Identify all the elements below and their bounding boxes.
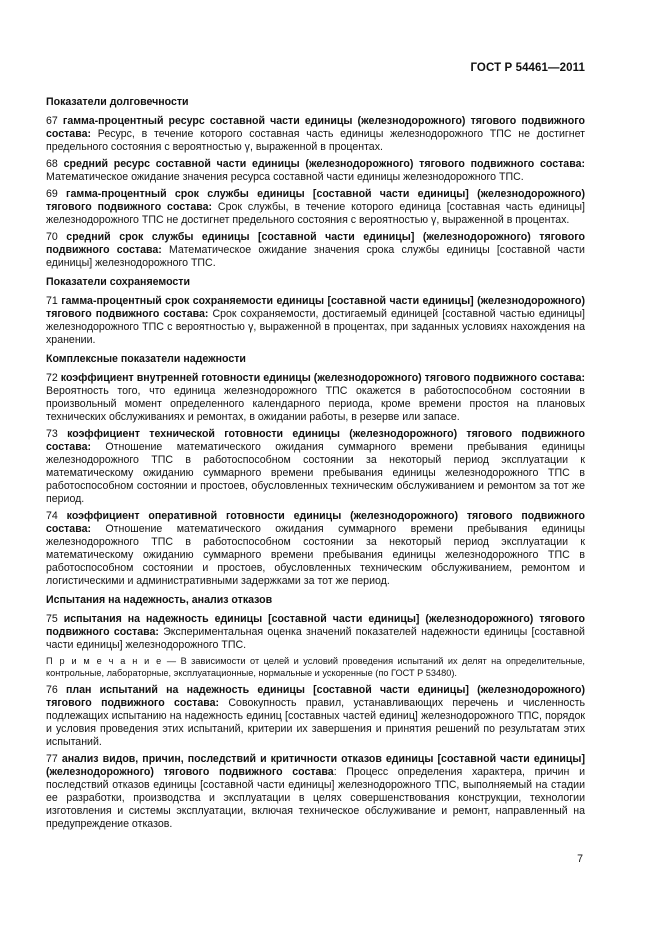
term-entry-71 — [46, 295, 585, 347]
entry-number: 71 — [46, 295, 58, 307]
term-name: коэффициент внутренней готовности единицы (железнодорожного) тягового подвижного состава: — [60, 372, 585, 384]
term-name: средний ресурс составной части единицы (железнодорожного) тягового подвижного состава: — [63, 158, 585, 170]
entry-number: 67 — [46, 115, 58, 127]
term-name: гамма-процентный срок службы единицы [составной части единицы] (железнодорожного) тягового подвижного состава: — [46, 188, 585, 213]
note-label: П р и м е ч а н и е — [46, 656, 163, 666]
term-name: коэффициент технической готовности единицы (железнодорожного) тягового подвижного состава: — [46, 428, 585, 453]
term-name: коэффициент оперативной готовности единицы (железнодорожного) тягового подвижного состава: — [46, 510, 586, 535]
term-entry-67 — [46, 115, 585, 154]
term-name: анализ видов, причин, последствий и критичности отказов единицы [составной части единицы] (железнодорожного) тягового подвижного состава — [46, 753, 585, 778]
entry-number: 77 — [46, 753, 58, 765]
term-name: план испытаний на надежность единицы [составной части единицы] (железнодорожного) тягового подвижного состава: — [46, 684, 585, 709]
section-title-testing: Испытания на надежность, анализ отказов — [46, 594, 273, 606]
term-entry-76 — [46, 684, 585, 749]
term-definition: Срок сохраняемости, достигаемый единицей [составной частью единицы] железнодорожного ТПС с вероятностью γ, выраженной в процентах, при заданных условиях нахождения на хранении. — [46, 308, 585, 346]
page-number: 7 — [577, 853, 583, 865]
page-content — [46, 96, 585, 835]
term-definition: Математическое ожидание значения срока службы единицы [составной части единицы] железнодорожного ТПС. — [46, 244, 585, 269]
entry-number: 75 — [46, 613, 58, 625]
term-definition: Отношение математического ожидания суммарного времени пребывания единицы железнодорожного ТПС в работоспособном состоянии за некоторый период эксплуатации к математическому ожиданию суммарного времени пребывания единицы железнодорожного ТПС в работоспособном состоянии и простоев, обусловленных техническим обслуживанием и ремонтом за тот же период. — [46, 441, 585, 505]
entry-number: 74 — [46, 510, 58, 522]
term-definition: Ресурс, в течение которого составная часть единицы железнодорожного ТПС не достигнет предельного состояния с вероятностью γ, выраженной в процентах. — [46, 128, 585, 153]
entry-number: 72 — [46, 372, 58, 384]
entry-number: 76 — [46, 684, 58, 696]
section-title-complex: Комплексные показатели надежности — [46, 353, 246, 365]
term-entry-72 — [46, 372, 585, 424]
term-entry-74 — [46, 510, 585, 588]
term-definition: Экспериментальная оценка значений показателей надежности единицы [составной части единицы] железнодорожного ТПС. — [46, 626, 585, 651]
term-entry-75 — [46, 613, 585, 652]
term-name: средний срок службы единицы [составной части единицы] (железнодорожного) тягового подвижного состава: — [46, 231, 585, 256]
term-entry-68 — [46, 158, 585, 184]
term-entry-73 — [46, 428, 585, 506]
note-75 — [46, 656, 585, 679]
entry-number: 68 — [46, 158, 58, 170]
section-title-durability: Показатели долговечности — [46, 96, 189, 108]
term-name: гамма-процентный ресурс составной части единицы (железнодорожного) тягового подвижного состава: — [46, 115, 585, 140]
term-name: испытания на надежность единицы [составной части единицы] (железнодорожного) тягового подвижного состава: — [46, 613, 585, 638]
section-title-storability: Показатели сохраняемости — [46, 276, 190, 288]
term-definition: Математическое ожидание значения ресурса составной части единицы железнодорожного ТПС. — [46, 171, 524, 183]
term-entry-69 — [46, 188, 585, 227]
entry-number: 73 — [46, 428, 58, 440]
term-definition: : Процесс определения характера, причин и последствий отказов единицы [составной части единицы] железнодорожного ТПС, выполняемый на стадии ее разработки, производства и эксплуатации в целях совершенствования конструкции, технологии изготовления и системы эксплуатации, включая техническое обслуживание и ремонт, направленный на предупреждение отказов. — [46, 766, 585, 830]
term-definition: Срок службы, в течение которого единица [составная часть единицы] железнодорожного ТПС не достигнет предельного состояния с вероятностью γ, выраженной в процентах. — [46, 201, 585, 226]
term-definition: Отношение математического ожидания суммарного времени пребывания единицы железнодорожного ТПС в работоспособном состоянии за некоторый период эксплуатации к математическому ожиданию суммарного времени пребывания единицы железнодорожного ТПС в работоспособном состоянии и простоев, обусловленных техническим обслуживанием, ремонтом и логистическими и административными задержками за тот же период. — [46, 523, 585, 587]
term-definition: Вероятность того, что единица железнодорожного ТПС окажется в работоспособном состоянии в произвольный момент определенного календарного периода, кроме времени простоя на плановых технических обслуживаниях и ремонтах, в ожидании работы, в резерве или запасе. — [46, 385, 585, 423]
term-entry-77 — [46, 753, 585, 831]
entry-number: 69 — [46, 188, 58, 200]
entry-number: 70 — [46, 231, 58, 243]
term-entry-70 — [46, 231, 585, 270]
term-name: гамма-процентный срок сохраняемости единицы [составной части единицы] (железнодорожного) тягового подвижного состава: — [46, 295, 585, 320]
document-code: ГОСТ Р 54461—2011 — [470, 62, 585, 74]
note-text: — В зависимости от целей и условий проведения испытаний их делят на определительные, контрольные, лабораторные, эксплуатационные, нормальные и ускоренные (по ГОСТ Р 53480). — [46, 656, 585, 678]
term-definition: Совокупность правил, устанавливающих перечень и численность подлежащих испытанию на надежность единиц [составных частей единиц] железнодорожного ТПС, порядок и условия проведения этих испытаний, критерии их завершения и принятия решений по результатам этих испытаний. — [46, 697, 585, 748]
